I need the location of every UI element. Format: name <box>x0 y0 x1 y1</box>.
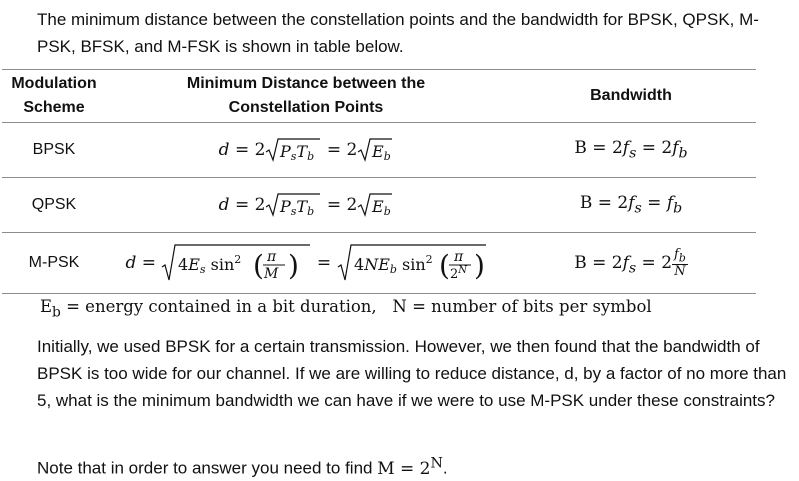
distance-formula-mpsk: d = 4Es $\sin^2$ ( π M ) = 4NEb $\sin^2$ ( π $2^N$ ) <box>106 233 506 294</box>
note-equation-exponent: N <box>430 455 443 471</box>
svg-text:Eb: Eb <box>372 142 392 163</box>
bandwidth-formula-mpsk: $B = 2f_s = 2$ $\frac{f_b}{N}$ <box>506 233 756 294</box>
scheme-cell: M-PSK <box>2 233 106 294</box>
svg-text:): ) <box>473 249 485 282</box>
header-distance-line1: Minimum Distance between the <box>186 75 426 92</box>
svg-text:4Es sin2: 4Es $\sin^2$ <box>178 253 242 276</box>
problem-paragraph: Initially, we used BPSK for a certain transmission. However, we then found that the bandwidth of BPSK is too wide for our channel. If we are willing to reduce distance, d, by a factor of no more than 5, what is the minimum bandwidth we can have if we were to use M-PSK under these constraints? <box>37 337 787 410</box>
bandwidth-formula-qpsk: $B = 2f_s = f_b$ <box>506 178 756 233</box>
svg-text:M: M <box>264 266 279 282</box>
note-suffix: . <box>442 458 448 478</box>
table-row <box>2 178 756 233</box>
modulation-table <box>2 69 756 294</box>
table-row <box>2 233 756 294</box>
scheme-cell: BPSK <box>2 123 106 178</box>
svg-text:π: π <box>453 249 463 265</box>
header-bandwidth: Bandwidth <box>506 70 756 123</box>
svg-text:π: π <box>267 249 277 265</box>
svg-text:(: ( <box>253 249 265 282</box>
header-scheme-line2: Scheme <box>23 99 85 116</box>
note-equation-base: M = 2 <box>377 458 431 479</box>
svg-text:): ) <box>288 249 300 282</box>
distance-formula-qpsk: d = 2 PsTb = 2 Eb <box>106 178 506 233</box>
eb-symbol: E <box>40 297 53 316</box>
svg-text:PsTb: PsTb <box>280 142 315 163</box>
svg-text:2N: $2^N$ <box>449 265 467 282</box>
distance-formula-bpsk: d = 2 PsTb = 2 Eb <box>106 123 506 178</box>
eb-subscript: b <box>52 304 61 321</box>
header-distance <box>106 70 506 123</box>
svg-text:4NEb sin2: 4NEb $\sin^2$ <box>353 253 433 276</box>
scheme-cell: QPSK <box>2 178 106 233</box>
header-scheme-line1: Modulation <box>11 75 97 92</box>
svg-text:PsTb: PsTb <box>280 197 315 218</box>
note-prefix: Note that in order to answer you need to find <box>37 458 378 478</box>
table-row <box>2 123 756 178</box>
svg-text:Eb: Eb <box>372 197 392 218</box>
intro-text: The minimum distance between the constellation points and the bandwidth for BPSK, QPSK, M-PSK, BFSK, and M-FSK is shown in table below. <box>37 10 759 56</box>
note-text <box>37 451 448 481</box>
table-header-row <box>2 70 756 123</box>
header-distance-line2: Constellation Points <box>228 99 384 116</box>
header-scheme <box>2 70 106 123</box>
footnote-definitions <box>40 295 652 324</box>
svg-text:(: ( <box>438 249 450 282</box>
eb-definition: = energy contained in a bit duration, <box>60 297 377 316</box>
n-definition: N = number of bits per symbol <box>392 297 652 316</box>
bandwidth-formula-bpsk: $B = 2f_s = 2f_b$ <box>506 123 756 178</box>
